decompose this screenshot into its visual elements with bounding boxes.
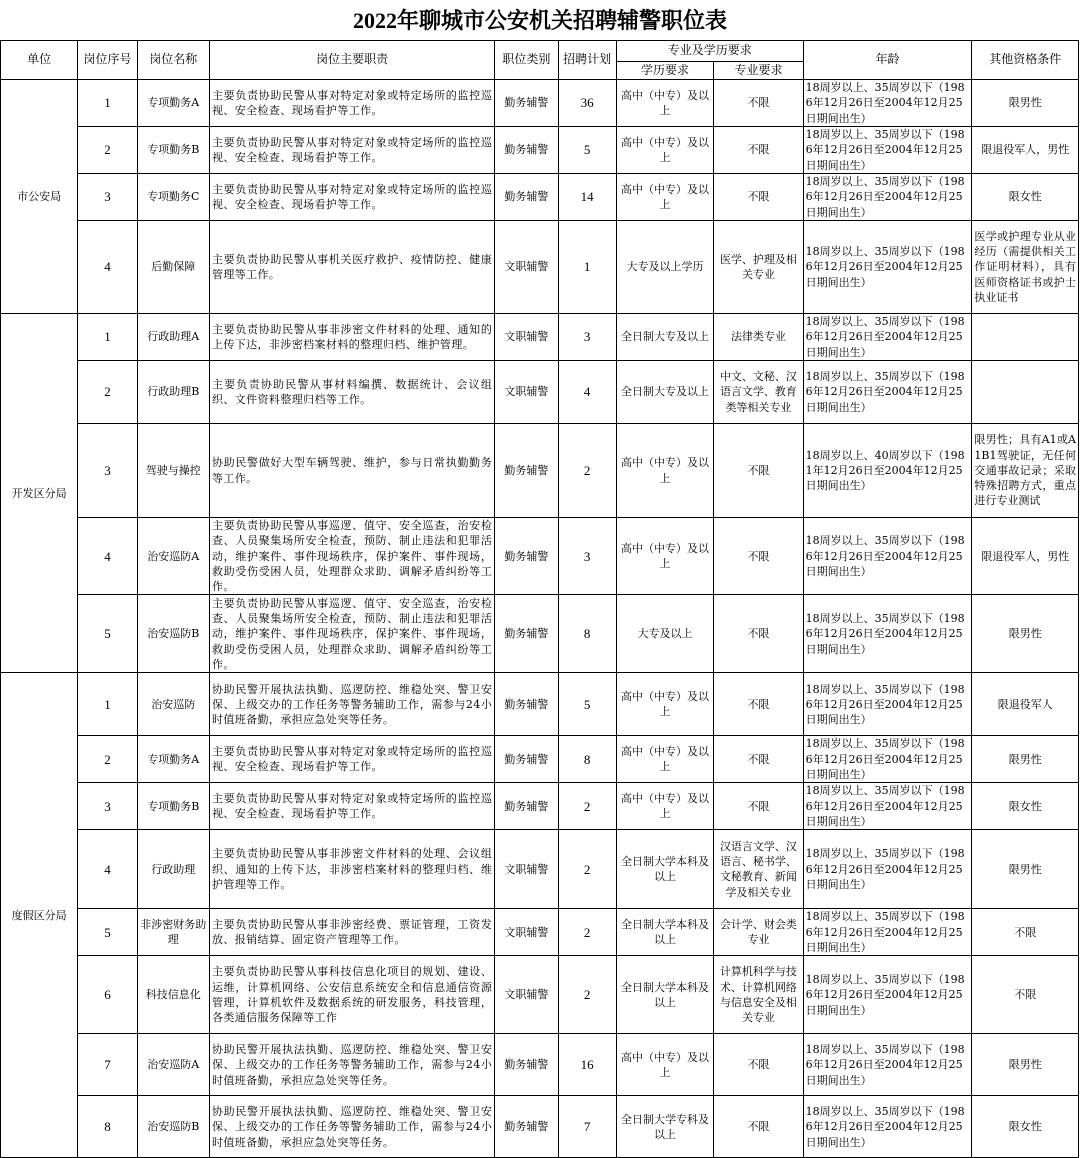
duties-cell: 协助民警开展执法执勤、巡逻防控、维稳处突、警卫安保、上级交办的工作任务等警务辅助工作，需参与24小时值班备勤，承担应急处突等任务。	[209, 1034, 494, 1096]
other-requirements-cell: 限女性	[972, 783, 1079, 830]
header-name: 岗位名称	[137, 41, 209, 80]
duties-cell: 主要负责协助民警从事非涉密文件材料的处理、会议组织、通知的上传下达，非涉密档案材料的整理归档、维护管理等工作。	[209, 830, 494, 909]
category-cell: 勤务辅警	[495, 1096, 558, 1158]
seq-cell: 1	[78, 673, 137, 736]
table-row	[1, 221, 1079, 314]
seq-cell: 4	[78, 830, 137, 909]
other-requirements-cell: 限男性	[972, 736, 1079, 783]
major-cell: 不限	[714, 1034, 803, 1096]
table-row	[1, 314, 1079, 361]
education-cell: 高中（中专）及以上	[616, 518, 713, 595]
major-cell: 汉语言文学、汉语言、秘书学、文秘教育、新闻学及相关专业	[714, 830, 803, 909]
duties-cell: 主要负责协助民警从事对特定对象或特定场所的监控巡视、安全检查、现场看护等工作。	[209, 736, 494, 783]
header-other: 其他资格条件	[972, 41, 1079, 80]
position-name-cell: 治安巡防A	[137, 518, 209, 595]
other-requirements-cell: 限男性	[972, 80, 1079, 127]
position-name-cell: 专项勤务C	[137, 174, 209, 221]
count-cell: 16	[558, 1034, 616, 1096]
seq-cell: 3	[78, 783, 137, 830]
position-name-cell: 治安巡防A	[137, 1034, 209, 1096]
seq-cell: 2	[78, 127, 137, 174]
age-cell: 18周岁以上、35周岁以下（1986年12月26日至2004年12月25日期间出生）	[803, 174, 972, 221]
major-cell: 计算机科学与技术、计算机网络与信息安全及相关专业	[714, 956, 803, 1034]
position-name-cell: 科技信息化	[137, 956, 209, 1034]
position-name-cell: 专项勤务A	[137, 80, 209, 127]
education-cell: 高中（中专）及以上	[616, 736, 713, 783]
count-cell: 2	[558, 783, 616, 830]
count-cell: 2	[558, 424, 616, 518]
category-cell: 勤务辅警	[495, 736, 558, 783]
count-cell: 14	[558, 174, 616, 221]
major-cell: 不限	[714, 174, 803, 221]
count-cell: 2	[558, 830, 616, 909]
duties-cell: 主要负责协助民警从事对特定对象或特定场所的监控巡视、安全检查、现场看护等工作。	[209, 127, 494, 174]
position-name-cell: 治安巡防	[137, 673, 209, 736]
count-cell: 2	[558, 956, 616, 1034]
category-cell: 文职辅警	[495, 221, 558, 314]
major-cell: 不限	[714, 80, 803, 127]
other-requirements-cell: 限男性；具有A1或A1B1驾驶证，无任何交通事故记录；采取特殊招聘方式，重点进行专业测试	[972, 424, 1079, 518]
age-cell: 18周岁以上、35周岁以下（1986年12月26日至2004年12月25日期间出生）	[803, 221, 972, 314]
other-requirements-cell: 限男性	[972, 830, 1079, 909]
major-cell: 不限	[714, 783, 803, 830]
table-row	[1, 174, 1079, 221]
table-row	[1, 1096, 1079, 1158]
duties-cell: 主要负责协助民警从事对特定对象或特定场所的监控巡视、安全检查、现场看护等工作。	[209, 174, 494, 221]
education-cell: 高中（中专）及以上	[616, 783, 713, 830]
major-cell: 不限	[714, 673, 803, 736]
category-cell: 文职辅警	[495, 830, 558, 909]
table-row	[1, 1034, 1079, 1096]
table-body	[1, 80, 1079, 1158]
count-cell: 3	[558, 518, 616, 595]
education-cell: 全日制大学本科及以上	[616, 956, 713, 1034]
table-row	[1, 956, 1079, 1034]
education-cell: 大专及以上	[616, 595, 713, 673]
age-cell: 18周岁以上、35周岁以下（1986年12月26日至2004年12月25日期间出生）	[803, 783, 972, 830]
seq-cell: 1	[78, 80, 137, 127]
table-row	[1, 736, 1079, 783]
duties-cell: 主要负责协助民警从事巡逻、值守、安全巡查，治安检查、人员聚集场所安全检查，预防、制止违法和犯罪活动，维护案件、事件现场秩序，保护案件、事件现场，救助受伤受困人员，处理群众求助、调解矛盾纠纷等工作。	[209, 518, 494, 595]
seq-cell: 3	[78, 174, 137, 221]
position-name-cell: 驾驶与操控	[137, 424, 209, 518]
category-cell: 勤务辅警	[495, 518, 558, 595]
position-name-cell: 专项勤务B	[137, 783, 209, 830]
count-cell: 5	[558, 127, 616, 174]
header-education: 学历要求	[616, 62, 713, 80]
table-row	[1, 424, 1079, 518]
other-requirements-cell	[972, 361, 1079, 424]
count-cell: 8	[558, 595, 616, 673]
duties-cell: 协助民警开展执法执勤、巡逻防控、维稳处突、警卫安保、上级交办的工作任务等警务辅助工作，需参与24小时值班备勤，承担应急处突等任务。	[209, 1096, 494, 1158]
education-cell: 高中（中专）及以上	[616, 127, 713, 174]
seq-cell: 5	[78, 909, 137, 956]
table-row	[1, 595, 1079, 673]
position-name-cell: 行政助理B	[137, 361, 209, 424]
seq-cell: 4	[78, 518, 137, 595]
age-cell: 18周岁以上、35周岁以下（1986年12月26日至2004年12月25日期间出生）	[803, 830, 972, 909]
other-requirements-cell: 限女性	[972, 1096, 1079, 1158]
seq-cell: 5	[78, 595, 137, 673]
page-title: 2022年聊城市公安机关招聘辅警职位表	[352, 8, 727, 33]
count-cell: 3	[558, 314, 616, 361]
education-cell: 全日制大专及以上	[616, 314, 713, 361]
category-cell: 文职辅警	[495, 314, 558, 361]
duties-cell: 主要负责协助民警从事科技信息化项目的规划、建设、运维，计算机网络、公安信息系统安全和信息通信资源管理，计算机软件及数据系统的研发服务，科技管理，各类通信服务保障等工作	[209, 956, 494, 1034]
duties-cell: 主要负责协助民警从事巡逻、值守、安全巡查，治安检查、人员聚集场所安全检查，预防、制止违法和犯罪活动，维护案件、事件现场秩序，保护案件、事件现场，救助受伤受困人员，处理群众求助、调解矛盾纠纷等工作。	[209, 595, 494, 673]
major-cell: 法律类专业	[714, 314, 803, 361]
seq-cell: 2	[78, 736, 137, 783]
position-name-cell: 后勤保障	[137, 221, 209, 314]
other-requirements-cell	[972, 314, 1079, 361]
category-cell: 文职辅警	[495, 361, 558, 424]
category-cell: 勤务辅警	[495, 80, 558, 127]
count-cell: 5	[558, 673, 616, 736]
age-cell: 18周岁以上、35周岁以下（1986年12月26日至2004年12月25日期间出生）	[803, 1096, 972, 1158]
major-cell: 中文、文秘、汉语言文学、教育类等相关专业	[714, 361, 803, 424]
duties-cell: 协助民警做好大型车辆驾驶、维护，参与日常执勤勤务等工作。	[209, 424, 494, 518]
age-cell: 18周岁以上、40周岁以下（1981年12月26日至2004年12月25日期间出生）	[803, 424, 972, 518]
header-seq: 岗位序号	[78, 41, 137, 80]
duties-cell: 主要负责协助民警从事对特定对象或特定场所的监控巡视、安全检查、现场看护等工作。	[209, 783, 494, 830]
seq-cell: 4	[78, 221, 137, 314]
duties-cell: 协助民警开展执法执勤、巡逻防控、维稳处突、警卫安保、上级交办的工作任务等警务辅助工作，需参与24小时值班备勤，承担应急处突等任务。	[209, 673, 494, 736]
education-cell: 大专及以上学历	[616, 221, 713, 314]
other-requirements-cell: 医学或护理专业从业经历（需提供相关工作证明材料），具有医师资格证书或护士执业证书	[972, 221, 1079, 314]
age-cell: 18周岁以上、35周岁以下（1986年12月26日至2004年12月25日期间出生）	[803, 361, 972, 424]
category-cell: 勤务辅警	[495, 595, 558, 673]
major-cell: 不限	[714, 736, 803, 783]
major-cell: 不限	[714, 595, 803, 673]
table-row	[1, 127, 1079, 174]
table-row	[1, 830, 1079, 909]
education-cell: 高中（中专）及以上	[616, 424, 713, 518]
header-major: 专业要求	[714, 62, 803, 80]
education-cell: 全日制大学专科及以上	[616, 1096, 713, 1158]
other-requirements-cell: 不限	[972, 956, 1079, 1034]
duties-cell: 主要负责协助民警从事机关医疗救护、疫情防控、健康管理等工作。	[209, 221, 494, 314]
header-edu-group: 专业及学历要求	[616, 41, 803, 62]
category-cell: 文职辅警	[495, 956, 558, 1034]
seq-cell: 3	[78, 424, 137, 518]
position-name-cell: 行政助理A	[137, 314, 209, 361]
seq-cell: 7	[78, 1034, 137, 1096]
category-cell: 文职辅警	[495, 909, 558, 956]
other-requirements-cell: 限男性	[972, 595, 1079, 673]
major-cell: 会计学、财会类专业	[714, 909, 803, 956]
education-cell: 高中（中专）及以上	[616, 80, 713, 127]
major-cell: 医学、护理及相关专业	[714, 221, 803, 314]
age-cell: 18周岁以上、35周岁以下（1986年12月26日至2004年12月25日期间出生）	[803, 956, 972, 1034]
major-cell: 不限	[714, 127, 803, 174]
count-cell: 8	[558, 736, 616, 783]
duties-cell: 主要负责协助民警从事对特定对象或特定场所的监控巡视、安全检查、现场看护等工作。	[209, 80, 494, 127]
header-count: 招聘计划	[558, 41, 616, 80]
category-cell: 勤务辅警	[495, 673, 558, 736]
duties-cell: 主要负责协助民警从事材料编撰、数据统计、会议组织、文件资料整理归档等工作。	[209, 361, 494, 424]
header-category: 职位类别	[495, 41, 558, 80]
major-cell: 不限	[714, 518, 803, 595]
category-cell: 勤务辅警	[495, 424, 558, 518]
table-row	[1, 80, 1079, 127]
age-cell: 18周岁以上、35周岁以下（1986年12月26日至2004年12月25日期间出生）	[803, 673, 972, 736]
other-requirements-cell: 限退役军人	[972, 673, 1079, 736]
age-cell: 18周岁以上、35周岁以下（1986年12月26日至2004年12月25日期间出生）	[803, 127, 972, 174]
position-name-cell: 专项勤务A	[137, 736, 209, 783]
table-row	[1, 673, 1079, 736]
education-cell: 高中（中专）及以上	[616, 1034, 713, 1096]
seq-cell: 8	[78, 1096, 137, 1158]
education-cell: 全日制大学本科及以上	[616, 830, 713, 909]
category-cell: 勤务辅警	[495, 1034, 558, 1096]
position-name-cell: 非涉密财务助理	[137, 909, 209, 956]
table-row	[1, 783, 1079, 830]
major-cell: 不限	[714, 424, 803, 518]
count-cell: 7	[558, 1096, 616, 1158]
unit-cell: 度假区分局	[1, 673, 78, 1158]
age-cell: 18周岁以上、35周岁以下（1986年12月26日至2004年12月25日期间出生）	[803, 595, 972, 673]
age-cell: 18周岁以上、35周岁以下（1986年12月26日至2004年12月25日期间出生）	[803, 518, 972, 595]
seq-cell: 6	[78, 956, 137, 1034]
header-age: 年龄	[803, 41, 972, 80]
table-row	[1, 909, 1079, 956]
category-cell: 勤务辅警	[495, 174, 558, 221]
seq-cell: 2	[78, 361, 137, 424]
position-name-cell: 行政助理	[137, 830, 209, 909]
other-requirements-cell: 限退役军人，男性	[972, 127, 1079, 174]
positions-table	[0, 40, 1079, 1158]
category-cell: 勤务辅警	[495, 127, 558, 174]
education-cell: 全日制大学本科及以上	[616, 909, 713, 956]
position-name-cell: 治安巡防B	[137, 1096, 209, 1158]
unit-cell: 市公安局	[1, 80, 78, 314]
table-row	[1, 518, 1079, 595]
age-cell: 18周岁以上、35周岁以下（1986年12月26日至2004年12月25日期间出生）	[803, 909, 972, 956]
count-cell: 2	[558, 909, 616, 956]
category-cell: 勤务辅警	[495, 783, 558, 830]
other-requirements-cell: 限女性	[972, 174, 1079, 221]
age-cell: 18周岁以上、35周岁以下（1986年12月26日至2004年12月25日期间出生）	[803, 736, 972, 783]
major-cell: 不限	[714, 1096, 803, 1158]
other-requirements-cell: 限退役军人，男性	[972, 518, 1079, 595]
seq-cell: 1	[78, 314, 137, 361]
education-cell: 全日制大专及以上	[616, 361, 713, 424]
other-requirements-cell: 限男性	[972, 1034, 1079, 1096]
age-cell: 18周岁以上、35周岁以下（1986年12月26日至2004年12月25日期间出生）	[803, 80, 972, 127]
duties-cell: 主要负责协助民警从事非涉密经费、票证管理，工资发放、报销结算、固定资产管理等工作。	[209, 909, 494, 956]
position-name-cell: 专项勤务B	[137, 127, 209, 174]
education-cell: 高中（中专）及以上	[616, 673, 713, 736]
table-row	[1, 361, 1079, 424]
education-cell: 高中（中专）及以上	[616, 174, 713, 221]
header-unit: 单位	[1, 41, 78, 80]
age-cell: 18周岁以上、35周岁以下（1986年12月26日至2004年12月25日期间出生）	[803, 1034, 972, 1096]
duties-cell: 主要负责协助民警从事非涉密文件材料的处理、通知的上传下达，非涉密档案材料的整理归档、维护管理。	[209, 314, 494, 361]
position-name-cell: 治安巡防B	[137, 595, 209, 673]
count-cell: 4	[558, 361, 616, 424]
count-cell: 36	[558, 80, 616, 127]
other-requirements-cell: 不限	[972, 909, 1079, 956]
count-cell: 1	[558, 221, 616, 314]
header-duties: 岗位主要职责	[209, 41, 494, 80]
age-cell: 18周岁以上、35周岁以下（1986年12月26日至2004年12月25日期间出生）	[803, 314, 972, 361]
unit-cell: 开发区分局	[1, 314, 78, 673]
